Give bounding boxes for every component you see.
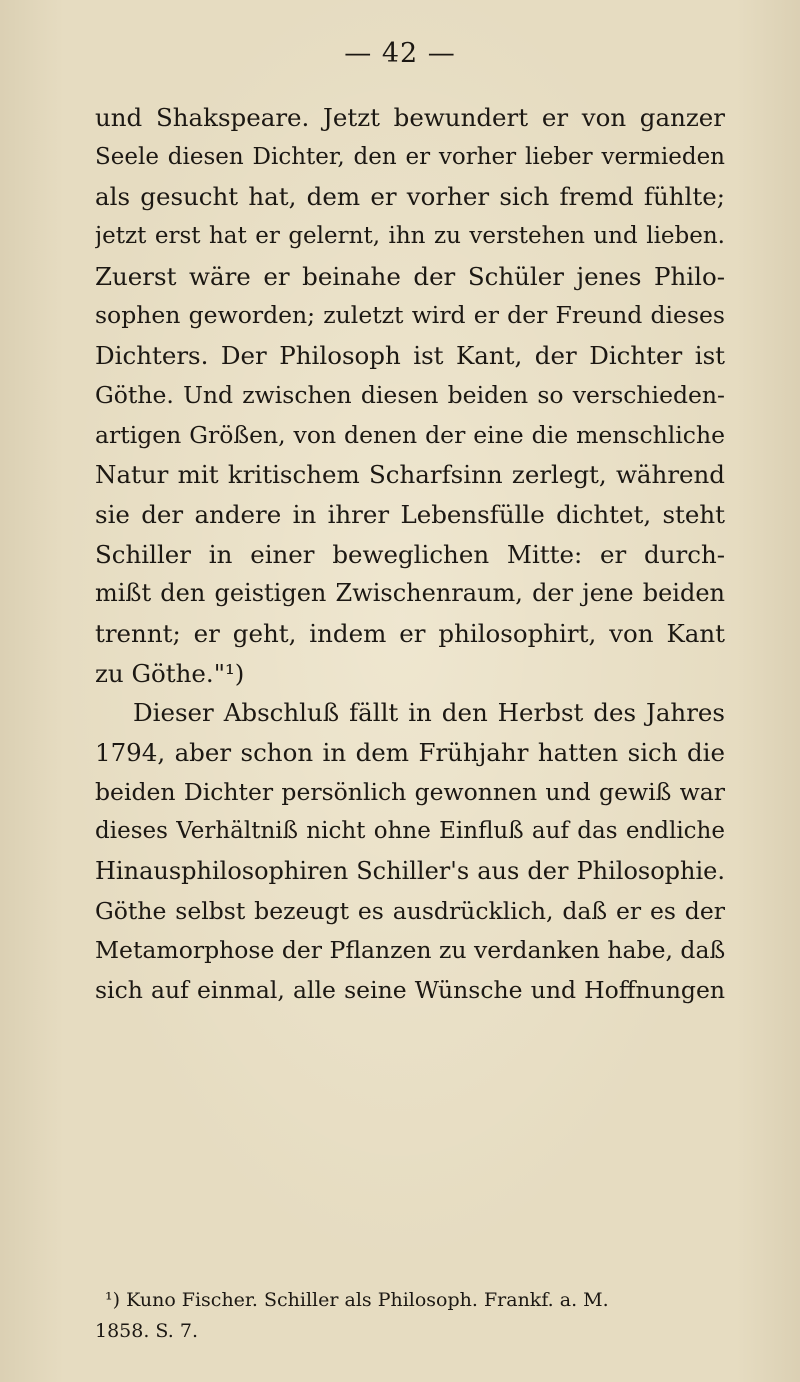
text-line: artigen Größen, von denen der eine die menschliche bbox=[95, 420, 725, 449]
text-line: beiden Dichter persönlich gewonnen und gewiß war bbox=[95, 777, 725, 806]
text-line: sich auf einmal, alle seine Wünsche und Hoffnungen bbox=[95, 976, 725, 1005]
text-line: Göthe selbst bezeugt es ausdrücklich, daß er es der bbox=[95, 896, 725, 925]
text-line: Göthe. Und zwischen diesen beiden so verschieden- bbox=[95, 380, 725, 409]
text-line: trennt; er geht, indem er philosophirt, von Kant bbox=[95, 618, 725, 648]
text-line: und Shakspeare. Jetzt bewundert er von ganzer bbox=[95, 103, 725, 132]
text-line: dieses Verhältniß nicht ohne Einfluß auf das endliche bbox=[95, 818, 725, 845]
footnote-separator bbox=[95, 1262, 245, 1263]
text-line: Dieser Abschluß fällt in den Herbst des Jahres bbox=[133, 698, 725, 728]
footnotes bbox=[95, 1285, 725, 1347]
body-text bbox=[95, 98, 725, 1011]
text-line: jetzt erst hat er gelernt, ihn zu verstehen und lieben. bbox=[95, 223, 725, 250]
text-line: Dichters. Der Philosoph ist Kant, der Dichter ist bbox=[95, 341, 725, 371]
text-line: sophen geworden; zuletzt wird er der Freund dieses bbox=[95, 301, 725, 330]
text-line: als gesucht hat, dem er vorher sich fremd fühlte; bbox=[95, 182, 725, 212]
text-line: Natur mit kritischem Scharfsinn zerlegt, während bbox=[95, 460, 725, 490]
text-line: Schiller in einer beweglichen Mitte: er durch- bbox=[95, 539, 725, 569]
text-line: Metamorphose der Pflanzen zu verdanken habe, daß bbox=[95, 936, 725, 965]
text-line: Hinausphilosophiren Schiller's aus der Philosophie. bbox=[95, 857, 725, 886]
footnote-line: 1858. S. 7. bbox=[95, 1320, 198, 1342]
page-number: — 42 — bbox=[344, 38, 456, 69]
text-line: Seele diesen Dichter, den er vorher lieber vermieden bbox=[95, 143, 725, 170]
text-line: mißt den geistigen Zwischenraum, der jene beiden bbox=[95, 579, 725, 608]
text-line: 1794, aber schon in dem Frühjahr hatten sich die bbox=[95, 738, 725, 767]
text-line: sie der andere in ihrer Lebensfülle dichtet, steht bbox=[95, 499, 725, 529]
text-line: zu Göthe."¹) bbox=[95, 658, 245, 688]
footnote-line: ¹) Kuno Fischer. Schiller als Philosoph. Frankf. a. M. bbox=[105, 1289, 609, 1311]
text-line: Zuerst wäre er beinahe der Schüler jenes Philo- bbox=[95, 261, 725, 291]
